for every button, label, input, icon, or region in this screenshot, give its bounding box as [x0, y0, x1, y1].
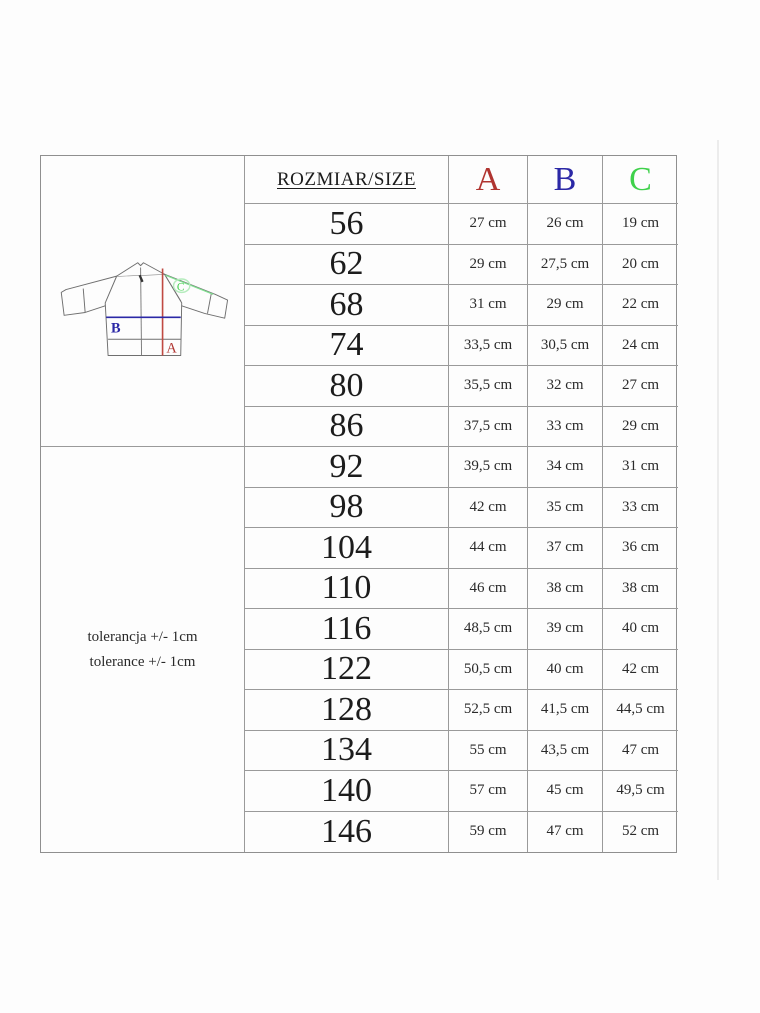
size-cell: 62	[245, 245, 449, 286]
b-value-cell: 27,5 cm	[528, 245, 603, 286]
a-value-cell: 27 cm	[449, 204, 528, 245]
diagram-label-a: A	[166, 340, 177, 357]
c-value-cell: 31 cm	[603, 447, 678, 488]
b-value-cell: 47 cm	[528, 812, 603, 853]
a-value-cell: 46 cm	[449, 569, 528, 610]
c-value-cell: 22 cm	[603, 285, 678, 326]
diagram-label-c: C	[176, 281, 185, 294]
b-value-cell: 30,5 cm	[528, 326, 603, 367]
size-cell: 128	[245, 690, 449, 731]
b-value-cell: 38 cm	[528, 569, 603, 610]
c-value-cell: 33 cm	[603, 488, 678, 529]
tolerance-line-en: tolerance +/- 1cm	[89, 653, 196, 670]
b-value-cell: 41,5 cm	[528, 690, 603, 731]
size-cell: 80	[245, 366, 449, 407]
header-col-c: C	[603, 156, 678, 204]
size-cell: 116	[245, 609, 449, 650]
b-value-cell: 33 cm	[528, 407, 603, 448]
size-cell: 68	[245, 285, 449, 326]
c-value-cell: 47 cm	[603, 731, 678, 772]
b-value-cell: 26 cm	[528, 204, 603, 245]
a-value-cell: 29 cm	[449, 245, 528, 286]
size-cell: 122	[245, 650, 449, 691]
c-value-cell: 29 cm	[603, 407, 678, 448]
b-value-cell: 29 cm	[528, 285, 603, 326]
c-value-cell: 42 cm	[603, 650, 678, 691]
c-value-cell: 49,5 cm	[603, 771, 678, 812]
size-cell: 134	[245, 731, 449, 772]
a-value-cell: 33,5 cm	[449, 326, 528, 367]
c-value-cell: 38 cm	[603, 569, 678, 610]
header-col-a: A	[449, 156, 528, 204]
a-value-cell: 52,5 cm	[449, 690, 528, 731]
b-value-cell: 35 cm	[528, 488, 603, 529]
tolerance-note	[41, 447, 245, 852]
b-value-cell: 37 cm	[528, 528, 603, 569]
jacket-measurement-diagram	[45, 160, 240, 442]
tolerance-line-pl: tolerancja +/- 1cm	[87, 628, 198, 645]
a-value-cell: 35,5 cm	[449, 366, 528, 407]
a-value-cell: 55 cm	[449, 731, 528, 772]
size-cell: 92	[245, 447, 449, 488]
b-value-cell: 45 cm	[528, 771, 603, 812]
header-rozmiar-size: ROZMIAR/SIZE	[245, 156, 449, 204]
header-col-b: B	[528, 156, 603, 204]
a-value-cell: 48,5 cm	[449, 609, 528, 650]
a-value-cell: 44 cm	[449, 528, 528, 569]
size-cell: 98	[245, 488, 449, 529]
size-cell: 146	[245, 812, 449, 853]
size-cell: 140	[245, 771, 449, 812]
size-cell: 74	[245, 326, 449, 367]
a-value-cell: 31 cm	[449, 285, 528, 326]
c-value-cell: 40 cm	[603, 609, 678, 650]
c-value-cell: 44,5 cm	[603, 690, 678, 731]
c-value-cell: 19 cm	[603, 204, 678, 245]
a-value-cell: 50,5 cm	[449, 650, 528, 691]
c-value-cell: 20 cm	[603, 245, 678, 286]
b-value-cell: 40 cm	[528, 650, 603, 691]
diagram-label-b: B	[110, 320, 121, 337]
size-cell: 86	[245, 407, 449, 448]
b-value-cell: 43,5 cm	[528, 731, 603, 772]
size-cell: 56	[245, 204, 449, 245]
b-value-cell: 32 cm	[528, 366, 603, 407]
a-value-cell: 42 cm	[449, 488, 528, 529]
c-value-cell: 36 cm	[603, 528, 678, 569]
size-table	[40, 155, 677, 853]
jacket-diagram-cell	[41, 156, 245, 447]
b-value-cell: 34 cm	[528, 447, 603, 488]
c-value-cell: 52 cm	[621, 823, 660, 840]
a-value-cell: 59 cm	[449, 812, 528, 853]
a-value-cell: 39,5 cm	[449, 447, 528, 488]
size-cell: 110	[245, 569, 449, 610]
a-value-cell: 37,5 cm	[449, 407, 528, 448]
b-value-cell: 39 cm	[528, 609, 603, 650]
c-value-cell: 24 cm	[603, 326, 678, 367]
size-cell: 104	[245, 528, 449, 569]
a-value-cell: 57 cm	[449, 771, 528, 812]
page-fold-line	[717, 140, 719, 880]
c-value-cell: 27 cm	[603, 366, 678, 407]
